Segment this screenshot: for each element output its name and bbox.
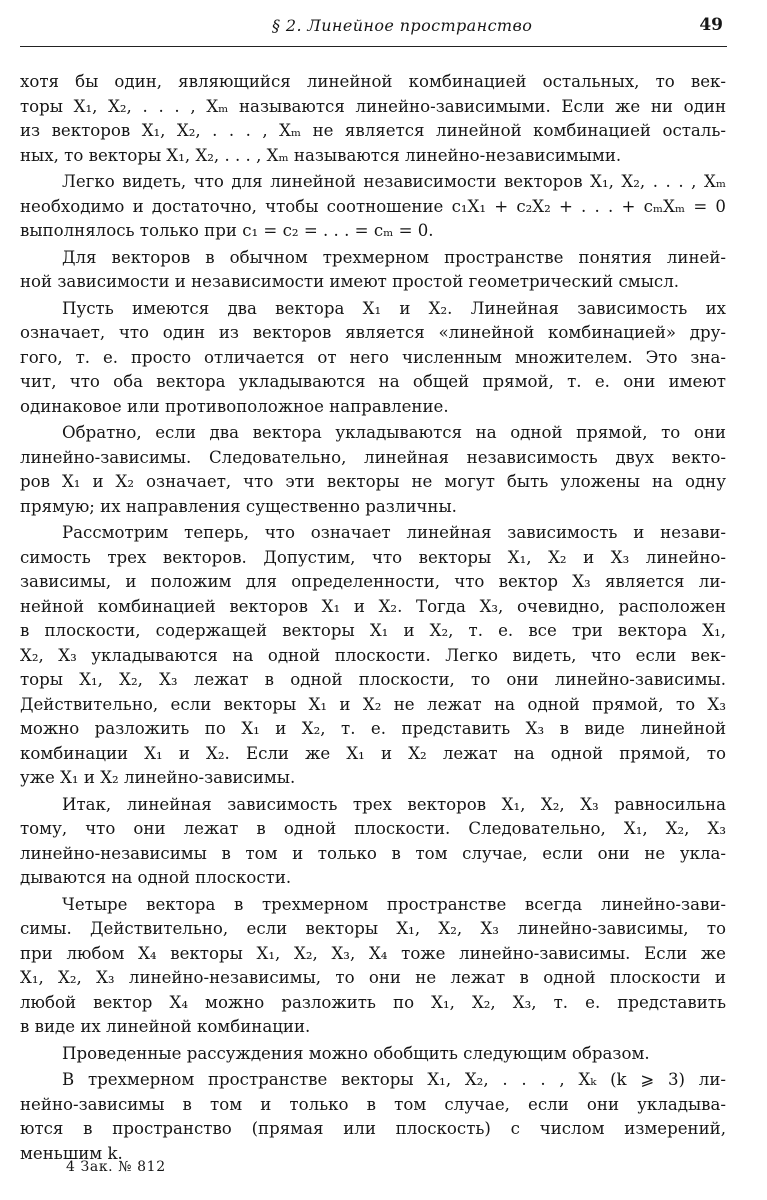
paragraph	[20, 521, 726, 791]
text-line: Для векторов в обычном трехмерном пространстве понятия линей-	[62, 247, 726, 267]
text-line: X₁, X₂, X₃ линейно-независимы, то они не лежат в одной плоскости и	[20, 968, 726, 987]
paragraph	[20, 793, 726, 891]
text-line: Действительно, если векторы X₁ и X₂ не лежат на одной прямой, то X₃	[20, 694, 726, 714]
text-line: тому, что они лежат в одной плоскости. Следовательно, X₁, X₂, X₃	[20, 819, 726, 838]
paragraph	[20, 170, 726, 244]
paragraph	[20, 297, 726, 420]
text-line: ров X₁ и X₂ означает, что эти векторы не могут быть уложены на одну	[20, 472, 726, 491]
text-line: нейной комбинацией векторов X₁ и X₂. Тогда X₃, очевидно, расположен	[20, 596, 726, 616]
text-line: дываются на одной плоскости.	[20, 868, 292, 887]
paragraph	[20, 421, 726, 519]
text-line: гого, т. е. просто отличается от него численным множителем. Это зна-	[20, 347, 726, 367]
text-line: нейно-зависимы в том и только в том случае, если они укладыва-	[20, 1094, 726, 1114]
text-line: Четыре вектора в трехмерном пространстве всегда линейно-зави-	[62, 894, 726, 914]
text-line: меньшим k.	[20, 1143, 123, 1163]
text-line: В трехмерном пространстве векторы X₁, X₂, . . . , Xₖ (k ⩾ 3) ли-	[62, 1070, 726, 1089]
text-line: торы X₁, X₂, X₃ лежат в одной плоскости, то они линейно-зависимы.	[20, 670, 726, 689]
text-line: X₂, X₃ укладываются на одной плоскости. Легко видеть, что если век-	[20, 645, 726, 665]
text-line: любой вектор X₄ можно разложить по X₁, X₂, X₃, т. е. представить	[20, 992, 726, 1012]
text-line: зависимы, и положим для определенности, что вектор X₃ является ли-	[20, 572, 726, 591]
page-number: 49	[699, 15, 723, 35]
text-line: симость трех векторов. Допустим, что векторы X₁, X₂ и X₃ линейно-	[20, 547, 726, 567]
text-line: хотя бы один, являющийся линейной комбинацией остальных, то век-	[20, 72, 726, 91]
page-header	[20, 14, 727, 47]
text-line: Пусть имеются два вектора X₁ и X₂. Линейная зависимость их	[62, 298, 726, 318]
paragraph	[20, 1042, 726, 1067]
text-line: Рассмотрим теперь, что означает линейная зависимость и незави-	[62, 523, 726, 542]
text-line: Легко видеть, что для линейной независимости векторов X₁, X₂, . . . , Xₘ	[62, 172, 726, 191]
text-line: означает, что один из векторов является «линейной комбинацией» дру-	[20, 323, 726, 342]
text-line: при любом X₄ векторы X₁, X₂, X₃, X₄ тоже линейно-зависимы. Если же	[20, 943, 726, 963]
text-line: в виде их линейной комбинации.	[20, 1017, 311, 1036]
body-text	[20, 70, 726, 1168]
text-line: ются в пространство (прямая или плоскость) с числом измерений,	[20, 1119, 726, 1138]
text-line: прямую; их направления существенно различны.	[20, 496, 457, 516]
text-line: ной зависимости и независимости имеют простой геометрический смысл.	[20, 272, 680, 291]
paragraph	[20, 893, 726, 1040]
text-line: в плоскости, содержащей векторы X₁ и X₂, т. е. все три вектора X₁,	[20, 621, 726, 640]
text-line: выполнялось только при c₁ = c₂ = . . . = cₘ = 0.	[20, 221, 434, 240]
running-head: § 2. Линейное пространство	[272, 16, 533, 35]
text-line: линейно-зависимы. Следовательно, линейная независимость двух векто-	[20, 447, 726, 467]
text-line: из векторов X₁, X₂, . . . , Xₘ не является линейной комбинацией осталь-	[20, 121, 726, 140]
text-line: Проведенные рассуждения можно обобщить следующим образом.	[62, 1043, 650, 1063]
paragraph	[20, 70, 726, 168]
printer-signature: 4 Зак. № 812	[66, 1159, 166, 1175]
paragraph	[20, 1068, 726, 1166]
text-line: одинаковое или противоположное направление.	[20, 396, 449, 416]
text-line: необходимо и достаточно, чтобы соотношение c₁X₁ + c₂X₂ + . . . + cₘXₘ = 0	[20, 196, 726, 216]
text-line: чит, что оба вектора укладываются на общей прямой, т. е. они имеют	[20, 372, 726, 391]
text-line: Обратно, если два вектора укладываются на одной прямой, то они	[62, 423, 726, 442]
text-line: линейно-независимы в том и только в том случае, если они не укла-	[20, 843, 726, 863]
text-line: можно разложить по X₁ и X₂, т. е. представить X₃ в виде линейной	[20, 719, 726, 738]
text-line: ных, то векторы X₁, X₂, . . . , Xₘ называются линейно-независимыми.	[20, 145, 622, 165]
text-line: симы. Действительно, если векторы X₁, X₂, X₃ линейно-зависимы, то	[20, 919, 726, 938]
text-line: Итак, линейная зависимость трех векторов X₁, X₂, X₃ равносильна	[62, 794, 726, 814]
paragraph	[20, 246, 726, 295]
text-line: уже X₁ и X₂ линейно-зависимы.	[20, 768, 296, 787]
text-line: комбинации X₁ и X₂. Если же X₁ и X₂ лежат на одной прямой, то	[20, 743, 726, 763]
text-line: торы X₁, X₂, . . . , Xₘ называются линейно-зависимыми. Если же ни один	[20, 96, 726, 116]
